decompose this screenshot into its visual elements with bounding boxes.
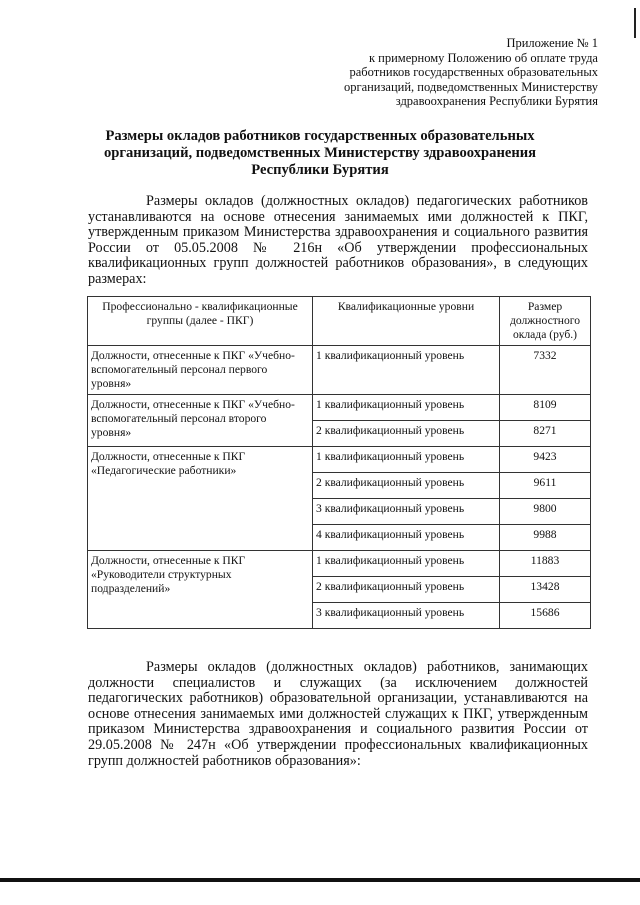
pkg-group-name: Должности, отнесенные к ПКГ «Учебно-вспомогательный персонал первого уровня» <box>88 346 313 395</box>
salary-value: 8271 <box>500 421 591 447</box>
scan-bottom-border <box>0 878 640 882</box>
header-salary: Размер должностного оклада (руб.) <box>500 297 591 346</box>
appendix-line: организаций, подведомственных Министерству <box>343 79 598 94</box>
header-levels: Квалификационные уровни <box>313 297 500 346</box>
qualification-level: 3 квалификационный уровень <box>313 603 500 629</box>
salary-value: 7332 <box>500 346 591 395</box>
qualification-level: 1 квалификационный уровень <box>313 346 500 395</box>
salary-value: 9988 <box>500 525 591 551</box>
qualification-level: 2 квалификационный уровень <box>313 473 500 499</box>
table-row <box>88 551 591 577</box>
qualification-level: 3 квалификационный уровень <box>313 499 500 525</box>
salary-value: 15686 <box>500 603 591 629</box>
salary-value: 8109 <box>500 395 591 421</box>
appendix-line: здравоохранения Республики Бурятия <box>395 94 598 109</box>
salary-value: 11883 <box>500 551 591 577</box>
qualification-level: 4 квалификационный уровень <box>313 525 500 551</box>
salary-value: 9423 <box>500 447 591 473</box>
salary-table <box>87 296 591 629</box>
appendix-line: работников государственных образовательных <box>349 65 598 80</box>
qualification-level: 2 квалификационный уровень <box>313 577 500 603</box>
paragraph-specialists: Размеры окладов (должностных окладов) работников, занимающих должности специалистов и служащих (за исключением должностей педагогических работников) образовательной организации, устанавливаются на основе отнесения занимаемых ими должностей служащих к ПКГ, утвержденным приказом Министерства здравоохранения и социального развития России от 29.05.2008 № 247н «Об утверждении профессиональных квалификационных групп должностей работников образования»: <box>88 659 588 769</box>
table-row <box>88 346 591 395</box>
pkg-group-name: Должности, отнесенные к ПКГ «Руководители структурных подразделений» <box>88 551 313 629</box>
table-row <box>88 395 591 421</box>
pkg-group-name: Должности, отнесенные к ПКГ «Педагогические работники» <box>88 447 313 551</box>
paragraph-pedagogical: Размеры окладов (должностных окладов) педагогических работников устанавливаются на основе отнесения занимаемых ими должностей к ПКГ, утвержденным приказом Министерства здравоохранения и социального развития России от 05.05.2008 № 216н «Об утверждении профессиональных квалификационных групп должностей работников образования», в следующих размерах: <box>88 193 588 287</box>
page-edge-mark <box>634 8 636 38</box>
salary-value: 9611 <box>500 473 591 499</box>
appendix-line: к примерному Положению об оплате труда <box>368 50 598 65</box>
salary-value: 13428 <box>500 577 591 603</box>
qualification-level: 1 квалификационный уровень <box>313 395 500 421</box>
pkg-group-name: Должности, отнесенные к ПКГ «Учебно-вспомогательный персонал второго уровня» <box>88 395 313 447</box>
table-header-row <box>88 297 591 346</box>
header-pkg: Профессионально - квалификационные группы (далее - ПКГ) <box>88 297 313 346</box>
qualification-level: 2 квалификационный уровень <box>313 421 500 447</box>
salary-value: 9800 <box>500 499 591 525</box>
qualification-level: 1 квалификационный уровень <box>313 551 500 577</box>
table-row <box>88 447 591 473</box>
appendix-note <box>298 36 598 109</box>
appendix-line: Приложение № 1 <box>506 36 598 50</box>
qualification-level: 1 квалификационный уровень <box>313 447 500 473</box>
document-title: Размеры окладов работников государственных образовательных организаций, подведомственных Министерству здравоохранения Республики Бурятия <box>103 128 537 178</box>
